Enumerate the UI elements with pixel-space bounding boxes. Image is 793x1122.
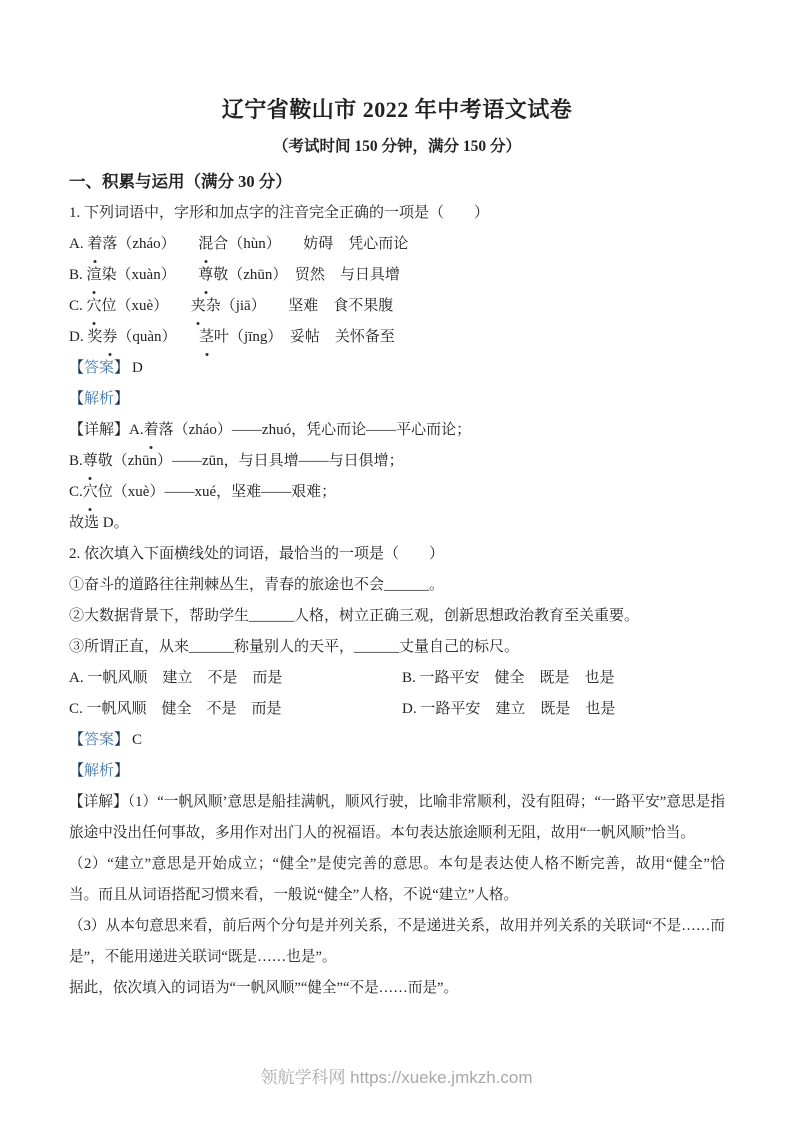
analysis-label: 解析: [84, 391, 115, 407]
bracket-close: 】: [114, 763, 130, 779]
dotted-char: 尊: [198, 260, 213, 291]
q2-option-c: C. 一帆风顺 健全 不是 而是: [69, 701, 282, 717]
q1-option-b: B. 渲染（xuàn） 尊敬（zhūn） 贸然 与日具增: [69, 260, 725, 291]
bracket-open: 【: [69, 360, 85, 376]
bracket-close: 】: [114, 391, 130, 407]
answer-label: 答案: [84, 360, 115, 376]
q2-analysis-line: [69, 756, 725, 787]
analysis-label: 解析: [84, 763, 115, 779]
q2-detail-paragraph-2: （2）“建立”意思是开始成立；“健全”是使完善的意思。本句是表达使人格不断完善，故用“健全”恰当。而且从词语搭配习惯来看，一般说“健全”人格，不说“建立”人格。: [69, 856, 725, 903]
answer-label: 答案: [84, 732, 115, 748]
q1-detail-c: C.穴位（xuè）——xué，坚难——艰难；: [69, 477, 725, 508]
dotted-char: 混: [198, 229, 213, 260]
section-heading: 一、积累与运用（满分 30 分）: [69, 172, 292, 191]
q1-detail-b: B.尊敬（zhūn）——zūn，与日具增——与日俱增；: [69, 446, 725, 477]
dotted-char: 着: [144, 415, 159, 446]
dotted-char: 着: [87, 229, 102, 260]
q2-sentence-2: ②大数据背景下，帮助学生______人格，树立正确三观，创新思想政治教育至关重要。: [69, 608, 640, 624]
q2-answer-line: [69, 725, 725, 756]
dotted-char: 茎: [199, 322, 214, 353]
dotted-char: 尊: [83, 446, 98, 477]
dotted-char: 穴: [83, 477, 98, 508]
q2-options-row-1: [69, 663, 725, 694]
watermark-text: 领航学科网 https://xueke.jmkzh.com: [260, 1068, 533, 1087]
q2-option-a: A. 一帆风顺 建立 不是 而是: [69, 670, 283, 686]
bracket-close: 】: [114, 732, 130, 748]
q1-analysis-line: [69, 384, 725, 415]
q1-conclusion: 故选 D。: [69, 515, 129, 531]
exam-time-score-info: （考试时间 150 分钟，满分 150 分）: [272, 138, 521, 155]
bracket-close: 】: [114, 360, 130, 376]
q1-answer-value: D: [132, 360, 143, 376]
q1-stem: 1. 下列词语中，字形和加点字的注音完全正确的一项是（ ）: [69, 205, 490, 221]
watermark-footer: [0, 1066, 793, 1090]
q1-detail-a: 【详解】A.着落（zháo）——zhuó，凭心而论——平心而论；: [69, 415, 725, 446]
page-title: 辽宁省鞍山市 2022 年中考语文试卷: [221, 97, 573, 122]
q2-stem: 2. 依次填入下面横线处的词语，最恰当的一项是（ ）: [69, 546, 445, 562]
q2-answer-value: C: [132, 732, 143, 748]
q2-sentence-3: ③所谓正直，从来______称量别人的天平，______丈量自己的标尺。: [69, 639, 520, 655]
bracket-open: 【: [69, 391, 85, 407]
q2-options-row-2: [69, 694, 725, 725]
dotted-char: 穴: [87, 291, 102, 322]
q1-option-d: D. 奖券（quàn） 茎叶（jīng） 妥帖 关怀备至: [69, 322, 725, 353]
q2-sentence-1: ①奋斗的道路往往荆棘丛生，青春的旅途也不会______。: [69, 577, 445, 593]
dotted-char: 券: [102, 322, 117, 353]
q1-option-c: C. 穴位（xuè） 夹杂（jiā） 坚难 食不果腹: [69, 291, 725, 322]
bracket-open: 【: [69, 732, 85, 748]
q1-answer-line: [69, 353, 725, 384]
dotted-char: 夹: [191, 291, 206, 322]
q2-option-b: B. 一路平安 健全 既是 也是: [402, 670, 615, 686]
q2-detail-paragraph-3: （3）从本句意思来看，前后两个分句是并列关系，不是递进关系，故用并列关系的关联词“不是……而是”，不能用递进关联词“既是……也是”。: [69, 918, 725, 965]
bracket-open: 【: [69, 763, 85, 779]
q2-option-d: D. 一路平安 建立 既是 也是: [402, 701, 616, 717]
dotted-char: 渲: [87, 260, 102, 291]
q1-option-a: A. 着落（zháo） 混合（hùn） 妨碍 凭心而论: [69, 229, 725, 260]
q2-detail-paragraph-1: 【详解】（1）“一帆风顺’意思是船挂满帆，顺风行驶，比喻非常顺利，没有阻碍；“一路平安”意思是指旅途中没出任何事故，多用作对出门人的祝福语。本句表达旅途顺利无阻，故用“一帆风顺”恰当。: [69, 794, 725, 841]
q2-detail-conclusion: 据此，依次填入的词语为“一帆风顺”“健全”“不是……而是”。: [69, 980, 459, 996]
